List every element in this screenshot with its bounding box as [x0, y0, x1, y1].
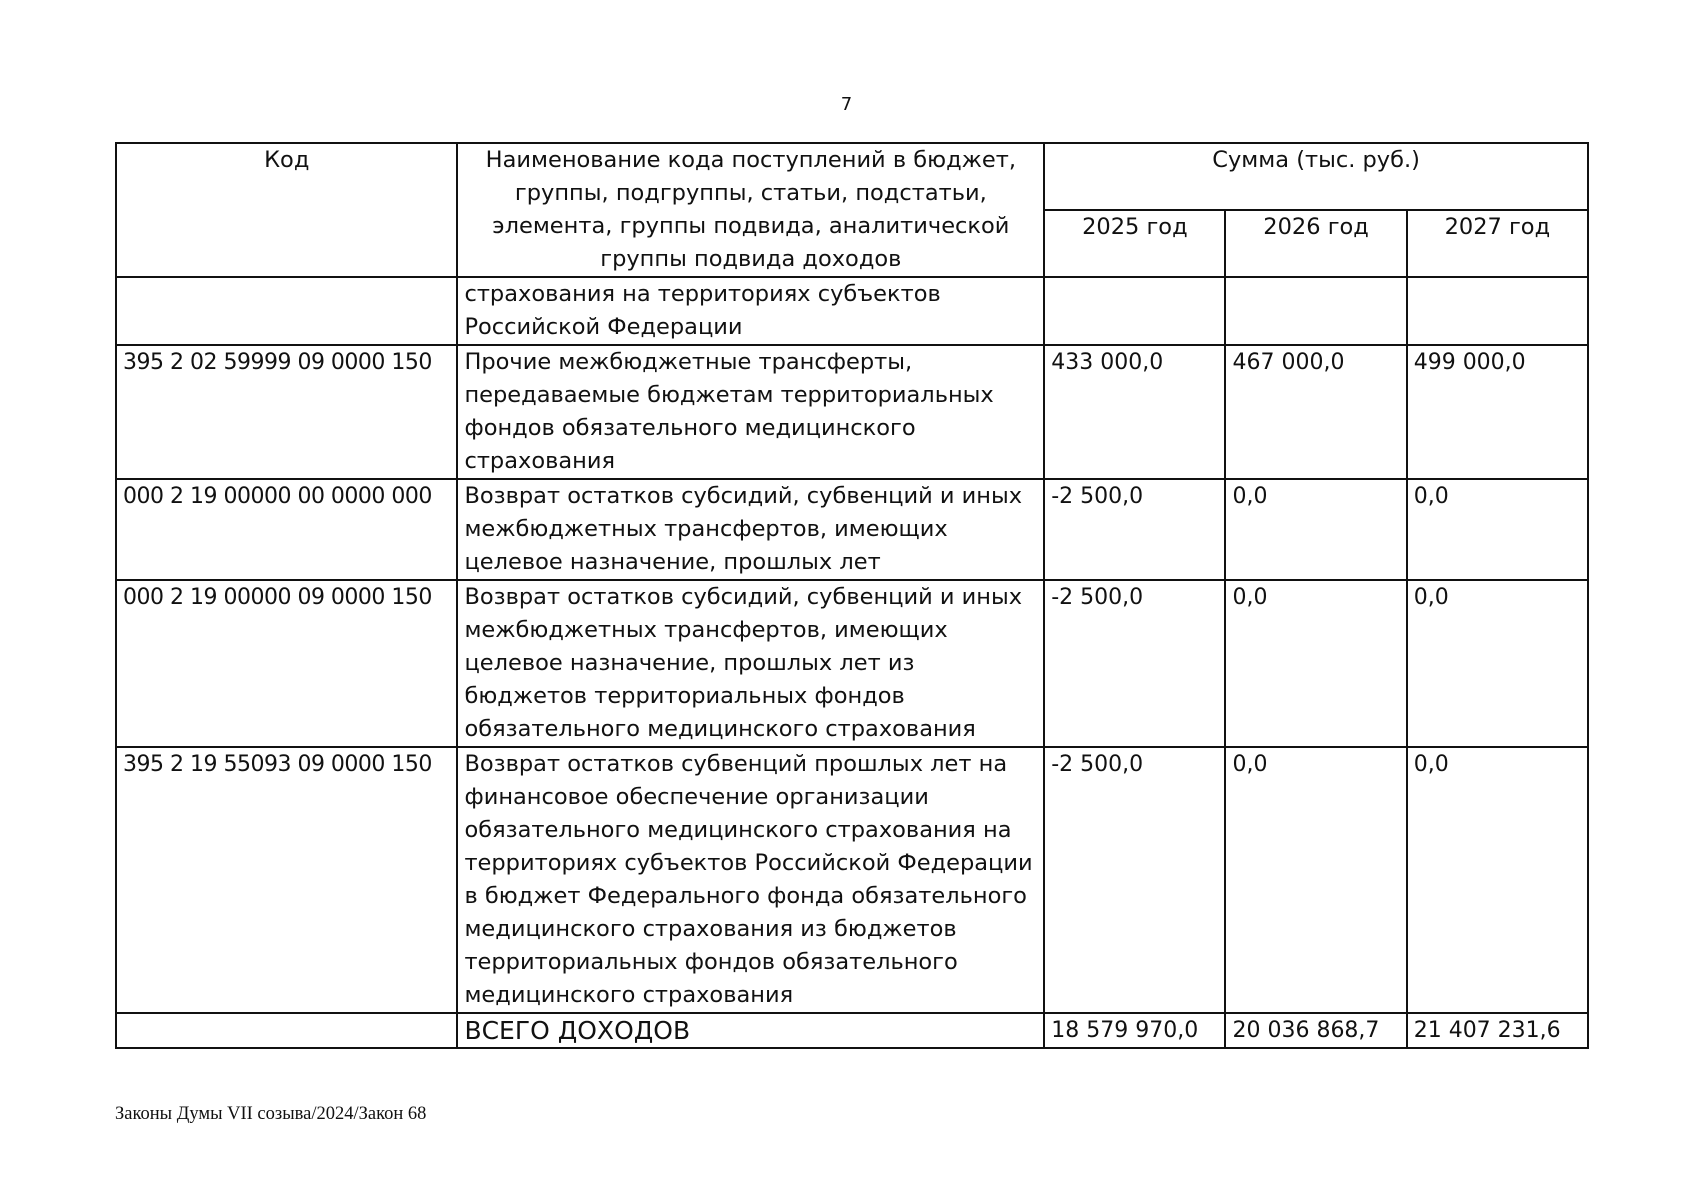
row-name: Возврат остатков субсидий, субвенций и иных межбюджетных трансфертов, имеющих целевое назначение, прошлых лет из бюджетов территориальных фондов обязательного медицинского страхования [457, 580, 1044, 747]
row-value-2025: -2 500,0 [1044, 747, 1225, 1013]
row-value-2025: -2 500,0 [1044, 580, 1225, 747]
row-name: Возврат остатков субсидий, субвенций и иных межбюджетных трансфертов, имеющих целевое назначение, прошлых лет [457, 479, 1044, 580]
total-value-2025: 18 579 970,0 [1044, 1013, 1225, 1048]
row-value-2026: 467 000,0 [1225, 345, 1406, 479]
header-year-2026: 2026 год [1225, 210, 1406, 277]
header-sum: Сумма (тыс. руб.) [1044, 143, 1588, 210]
total-label: ВСЕГО ДОХОДОВ [457, 1013, 1044, 1048]
total-value-2026: 20 036 868,7 [1225, 1013, 1406, 1048]
total-row [116, 1013, 1588, 1048]
row-name: страхования на территориях субъектов Российской Федерации [457, 277, 1044, 345]
header-year-2027: 2027 год [1407, 210, 1588, 277]
table-row [116, 345, 1588, 479]
row-code: 395 2 02 59999 09 0000 150 [116, 345, 457, 479]
row-value-2027 [1407, 277, 1588, 345]
page-number: 7 [840, 94, 853, 115]
table-row [116, 479, 1588, 580]
row-code: 000 2 19 00000 09 0000 150 [116, 580, 457, 747]
total-code [116, 1013, 457, 1048]
row-value-2026: 0,0 [1225, 479, 1406, 580]
row-value-2025 [1044, 277, 1225, 345]
header-year-2025: 2025 год [1044, 210, 1225, 277]
header-code: Код [116, 143, 457, 277]
row-code: 395 2 19 55093 09 0000 150 [116, 747, 457, 1013]
table-row [116, 580, 1588, 747]
total-value-2027: 21 407 231,6 [1407, 1013, 1588, 1048]
row-value-2025: 433 000,0 [1044, 345, 1225, 479]
row-value-2027: 0,0 [1407, 747, 1588, 1013]
table-row [116, 747, 1588, 1013]
row-value-2027: 499 000,0 [1407, 345, 1588, 479]
header-name: Наименование кода поступлений в бюджет, группы, подгруппы, статьи, подстатьи, элемента, группы подвида, аналитической группы подвида доходов [457, 143, 1044, 277]
row-value-2027: 0,0 [1407, 479, 1588, 580]
row-value-2026: 0,0 [1225, 580, 1406, 747]
row-value-2026 [1225, 277, 1406, 345]
row-name: Возврат остатков субвенций прошлых лет на финансовое обеспечение организации обязательного медицинского страхования на территориях субъектов Российской Федерации в бюджет Федерального фонда обязательного медицинского страхования из бюджетов территориальных фондов обязательного медицинского страхования [457, 747, 1044, 1013]
row-value-2027: 0,0 [1407, 580, 1588, 747]
row-value-2025: -2 500,0 [1044, 479, 1225, 580]
row-code [116, 277, 457, 345]
row-value-2026: 0,0 [1225, 747, 1406, 1013]
table-row [116, 277, 1588, 345]
table-header-row [116, 143, 1588, 210]
document-footer: Законы Думы VII созыва/2024/Закон 68 [115, 1104, 427, 1124]
revenue-table [115, 142, 1589, 1049]
row-name: Прочие межбюджетные трансферты, передаваемые бюджетам территориальных фондов обязательного медицинского страхования [457, 345, 1044, 479]
row-code: 000 2 19 00000 00 0000 000 [116, 479, 457, 580]
